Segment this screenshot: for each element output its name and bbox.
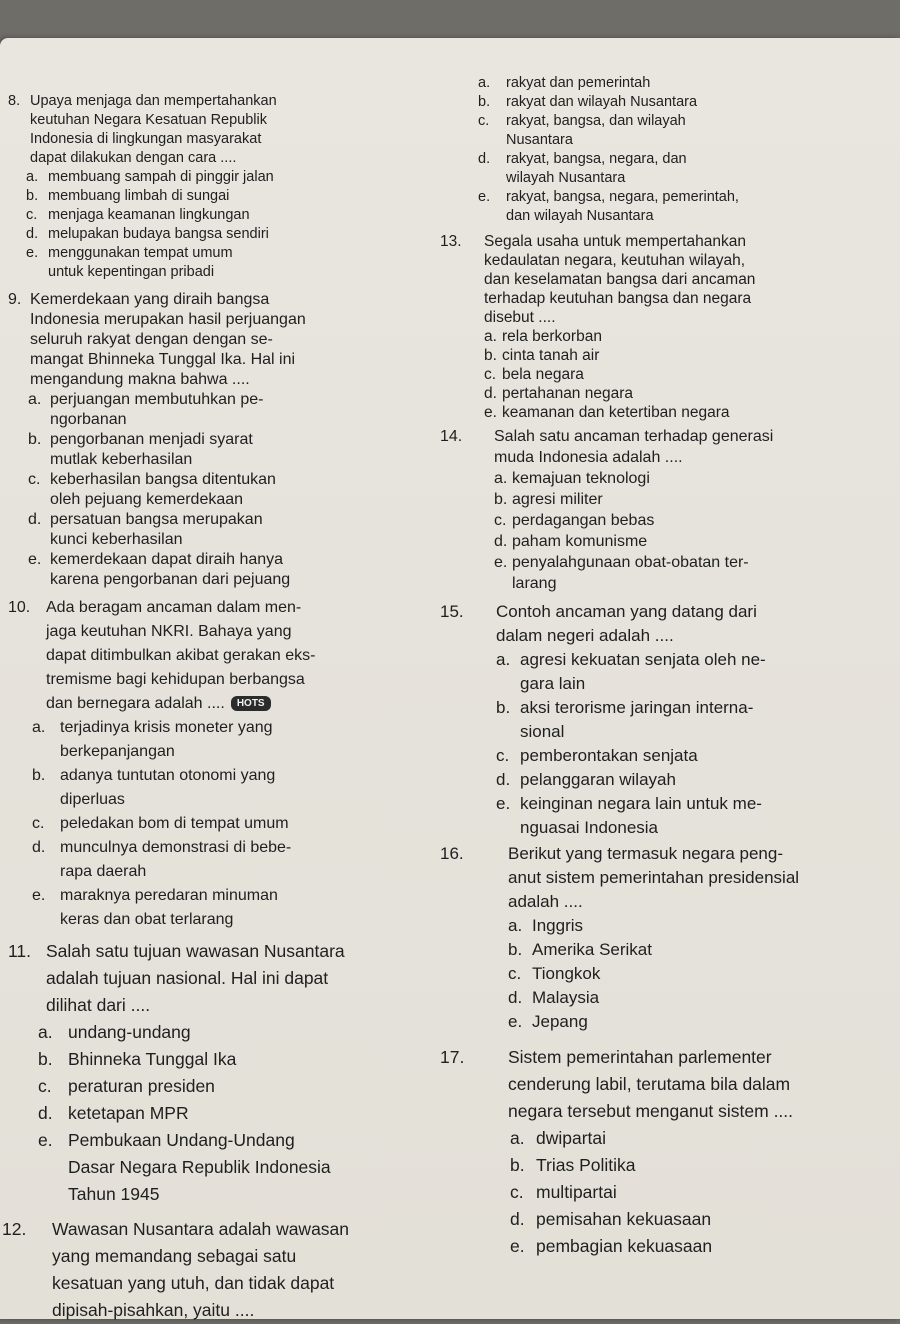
option-text-line: Tahun 1945 [68,1184,160,1204]
answer-option-c[interactable] [8,470,413,510]
answer-option-b[interactable] [478,93,900,112]
option-letter: e. [496,794,511,813]
option-text-line: menjaga keamanan lingkungan [48,207,250,223]
answer-option-d[interactable] [8,510,413,550]
option-text-line: karena pengorbanan dari pejuang [50,571,291,588]
question-text-line: disebut .... [484,309,556,326]
question-stem [8,290,413,390]
option-letter: d. [510,1209,525,1229]
question-number: 14. [440,428,463,445]
question-number: 16. [440,844,464,863]
answer-option-e[interactable] [440,792,880,840]
answer-option-e[interactable] [8,884,413,932]
option-text-line: peraturan presiden [68,1076,215,1096]
question-stem [440,426,880,468]
answer-option-c[interactable] [8,1073,413,1100]
option-letter: b. [26,188,39,204]
option-text-line: perjuangan membutuhkan pe- [50,391,264,408]
option-text-line: keberhasilan bangsa ditentukan [50,471,276,488]
question-text-line: jaga keutuhan NKRI. Bahaya yang [46,623,292,640]
option-text-line: gara lain [520,674,586,693]
answer-option-d[interactable] [440,531,880,552]
answer-option-e[interactable] [8,1127,413,1208]
option-letter: c. [32,815,45,832]
option-text-line: mutlak keberhasilan [50,451,193,468]
answer-option-a[interactable] [440,327,880,346]
question-12 [2,1216,407,1324]
answer-option-b[interactable] [440,346,880,365]
question-text-line: Indonesia di lingkungan masyarakat [30,131,262,147]
option-text-line: penyalahgunaan obat-obatan ter- [512,554,749,571]
option-letter: d. [28,511,42,528]
option-text-line: kemajuan teknologi [512,470,650,487]
question-text-line: Indonesia merupakan hasil perjuangan [30,311,306,328]
option-letter: a. [478,75,491,91]
answer-option-e[interactable] [440,403,880,422]
question-text-line: Wawasan Nusantara adalah wawasan [52,1219,350,1239]
option-text-line: bela negara [502,366,584,383]
right-column [440,74,880,1260]
option-letter: c. [510,1182,524,1202]
option-text-line: pemisahan kekuasaan [536,1209,712,1229]
option-text-line: perdagangan bebas [512,512,655,529]
answer-option-b[interactable] [8,187,413,206]
question-text-line: terhadap keutuhan bangsa dan negara [484,290,752,307]
answer-option-d[interactable] [440,986,880,1010]
option-text-line: maraknya peredaran minuman [60,887,278,904]
option-text-line: Trias Politika [536,1155,636,1175]
option-text-line: rakyat, bangsa, negara, pemerintah, [506,189,739,205]
option-letter: e. [26,245,39,261]
option-text-line: pembagian kekuasaan [536,1236,713,1256]
option-text-line: membuang sampah di pinggir jalan [48,169,274,185]
question-text-line-wrap [46,692,413,716]
question-text-line: kedaulatan negara, keutuhan wilayah, [484,252,746,269]
option-letter: b. [28,431,42,448]
option-text-line: nguasai Indonesia [520,818,659,837]
option-text-line: diperluas [60,791,125,808]
option-letter: e. [38,1130,53,1150]
question-text-line: Upaya menjaga dan mempertahankan [30,93,277,109]
question-number: 13. [440,233,462,250]
question-text-line: dipisah-pisahkan, yaitu .... [52,1300,255,1320]
option-text-line: Jepang [532,1012,588,1031]
option-letter: b. [494,491,508,508]
option-text-line: paham komunisme [512,533,648,550]
option-letter: d. [496,770,511,789]
option-letter: a. [508,916,523,935]
answer-option-a[interactable] [8,168,413,187]
option-text-line: keinginan negara lain untuk me- [520,794,762,813]
question-17 [440,1044,880,1260]
question-number: 17. [440,1047,465,1067]
answer-option-e[interactable] [440,1010,880,1034]
option-text-line: keamanan dan ketertiban negara [502,404,730,421]
answer-option-c[interactable] [478,112,900,150]
question-12-options [478,74,900,226]
option-letter: c. [28,471,41,488]
option-text-line: ketetapan MPR [68,1103,189,1123]
option-letter: b. [38,1049,53,1069]
left-column [2,92,413,1324]
option-letter: d. [38,1103,53,1123]
answer-option-c[interactable] [440,744,880,768]
option-letter: a. [510,1128,525,1148]
option-text-line: rela berkorban [502,328,602,345]
question-text-line: Salah satu tujuan wawasan Nusantara [46,941,345,961]
answer-option-c[interactable] [440,962,880,986]
answer-option-d[interactable] [440,384,880,403]
option-letter: c. [508,964,522,983]
question-number: 8. [8,93,21,109]
hots-badge: HOTS [231,696,271,711]
answer-option-d[interactable] [478,150,900,188]
option-text-line: membuang limbah di sungai [48,188,230,204]
question-text-line: Ada beragam ancaman dalam men- [46,599,302,616]
question-text-line: kesatuan yang utuh, dan tidak dapat [52,1273,335,1293]
question-stem [440,1044,880,1125]
option-letter: a. [28,391,42,408]
option-text-line: rakyat dan wilayah Nusantara [506,94,698,110]
option-text-line: Pembukaan Undang-Undang [68,1130,295,1150]
option-text-line: Nusantara [506,132,573,148]
option-text-line: munculnya demonstrasi di bebe- [60,839,292,856]
option-letter: b. [508,940,523,959]
answer-option-b[interactable] [8,764,413,812]
option-text-line: menggunakan tempat umum [48,245,233,261]
question-text-line: negara tersebut menganut sistem .... [508,1101,794,1121]
option-text-line: Bhinneka Tunggal Ika [68,1049,237,1069]
option-letter: d. [478,151,491,167]
answer-option-d[interactable] [440,768,880,792]
option-text-line: wilayah Nusantara [506,170,626,186]
question-text-line: dalam negeri adalah .... [496,626,674,645]
question-number: 9. [8,291,22,308]
option-text-line: pemberontakan senjata [520,746,698,765]
question-stem [2,1216,407,1324]
option-text-line: pelanggaran wilayah [520,770,676,789]
question-number: 11. [8,941,32,961]
option-text-line: aksi terorisme jaringan interna- [520,698,754,717]
option-text-line: cinta tanah air [502,347,600,364]
option-text-line: terjadinya krisis moneter yang [60,719,273,736]
answer-option-e[interactable] [440,552,880,594]
option-text-line: Amerika Serikat [532,940,652,959]
option-text-line: keras dan obat terlarang [60,911,234,928]
answer-option-e[interactable] [8,550,413,590]
option-letter: e. [508,1012,523,1031]
answer-option-a[interactable] [440,1125,880,1152]
question-number: 10. [8,599,31,616]
option-text-line: adanya tuntutan otonomi yang [60,767,276,784]
question-text-line: Berikut yang termasuk negara peng- [508,844,783,863]
question-stem [440,600,880,648]
answer-option-b[interactable] [440,1152,880,1179]
question-text-line: Kemerdekaan yang diraih bangsa [30,291,270,308]
question-text-line: Salah satu ancaman terhadap generasi [494,428,774,445]
answer-option-a[interactable] [8,390,413,430]
workbook-page [0,38,900,1319]
question-stem [440,842,880,914]
option-letter: a. [484,328,497,345]
option-letter: c. [494,512,507,529]
question-text-line: anut sistem pemerintahan presidensial [508,868,800,887]
answer-option-a[interactable] [440,648,880,696]
question-number: 15. [440,602,464,621]
option-text-line: undang-undang [68,1022,191,1042]
question-stem [8,938,413,1019]
option-letter: e. [484,404,497,421]
question-text-line: dapat ditimbulkan akibat gerakan eks- [46,647,316,664]
option-text-line: agresi militer [512,491,603,508]
option-letter: a. [494,470,508,487]
question-text-line: dilihat dari .... [46,995,151,1015]
option-text-line: peledakan bom di tempat umum [60,815,289,832]
question-11 [8,938,413,1208]
answer-option-b[interactable] [8,430,413,470]
answer-option-a[interactable] [440,914,880,938]
option-letter: e. [478,189,491,205]
option-text-line: agresi kekuatan senjata oleh ne- [520,650,766,669]
option-text-line: rakyat dan pemerintah [506,75,651,91]
option-letter: b. [496,698,511,717]
answer-option-c[interactable] [8,206,413,225]
answer-option-c[interactable] [8,812,413,836]
option-text-line: pertahanan negara [502,385,634,402]
question-14 [440,426,880,594]
answer-option-c[interactable] [440,365,880,384]
option-text-line: Dasar Negara Republik Indonesia [68,1157,331,1177]
answer-option-c[interactable] [440,1179,880,1206]
question-9 [8,290,413,590]
answer-option-b[interactable] [440,489,880,510]
answer-option-e[interactable] [478,188,900,226]
question-10 [8,596,413,932]
option-text-line: melupakan budaya bangsa sendiri [48,226,269,242]
option-text-line: Malaysia [532,988,600,1007]
option-letter: d. [494,533,508,550]
question-text-line: tremisme bagi kehidupan berbangsa [46,671,305,688]
answer-option-d[interactable] [8,225,413,244]
answer-option-a[interactable] [8,1019,413,1046]
question-text-line: keutuhan Negara Kesatuan Republik [30,112,267,128]
question-text-line: cenderung labil, terutama bila dalam [508,1074,791,1094]
option-text-line: persatuan bangsa merupakan [50,511,263,528]
question-stem [8,596,413,716]
option-text-line: kemerdekaan dapat diraih hanya [50,551,284,568]
question-8 [8,92,413,282]
option-letter: b. [484,347,497,364]
option-letter: b. [32,767,46,784]
answer-option-b[interactable] [440,938,880,962]
option-letter: a. [496,650,511,669]
question-text-line: Sistem pemerintahan parlementer [508,1047,772,1067]
answer-option-d[interactable] [8,836,413,884]
question-text-line: Segala usaha untuk mempertahankan [484,233,746,250]
question-text-line: seluruh rakyat dengan dengan se- [30,331,273,348]
option-text-line: larang [512,575,557,592]
option-letter: a. [38,1022,53,1042]
option-letter: e. [494,554,508,571]
answer-option-e[interactable] [440,1233,880,1260]
option-text-line: dwipartai [536,1128,607,1148]
option-text-line: berkepanjangan [60,743,175,760]
option-text-line: Inggris [532,916,584,935]
question-text-line: muda Indonesia adalah .... [494,449,683,466]
question-text-line: mangat Bhinneka Tunggal Ika. Hal ini [30,351,296,368]
answer-option-b[interactable] [440,696,880,744]
option-text-line: ngorbanan [50,411,127,428]
option-text-line: oleh pejuang kemerdekaan [50,491,244,508]
option-letter: b. [478,94,491,110]
question-text-line: dan keselamatan bangsa dari ancaman [484,271,756,288]
option-text-line: rakyat, bangsa, dan wilayah [506,113,686,129]
question-16 [440,842,880,1034]
option-text-line: dan wilayah Nusantara [506,208,654,224]
option-text-line: untuk kepentingan pribadi [48,264,215,280]
question-stem [440,232,880,327]
question-text-line: adalah .... [508,892,583,911]
option-letter: e. [510,1236,525,1256]
option-text-line: pengorbanan menjadi syarat [50,431,253,448]
option-letter: c. [478,113,490,129]
option-letter: c. [484,366,497,383]
option-letter: d. [32,839,46,856]
option-text-line: Tiongkok [532,964,601,983]
answer-option-e[interactable] [8,244,413,282]
option-letter: c. [26,207,38,223]
answer-option-c[interactable] [440,510,880,531]
answer-option-a[interactable] [8,716,413,764]
question-text-line: dan bernegara adalah .... [46,695,225,712]
option-text-line: sional [520,722,565,741]
option-letter: c. [496,746,510,765]
option-text-line: rakyat, bangsa, negara, dan [506,151,687,167]
question-text-line: Contoh ancaman yang datang dari [496,602,757,621]
option-letter: d. [508,988,523,1007]
option-letter: c. [38,1076,52,1096]
option-letter: d. [26,226,39,242]
option-letter: e. [28,551,42,568]
question-13 [440,232,880,422]
answer-option-a[interactable] [440,468,880,489]
answer-option-d[interactable] [440,1206,880,1233]
option-letter: b. [510,1155,525,1175]
option-letter: a. [26,169,39,185]
question-text-line: adalah tujuan nasional. Hal ini dapat [46,968,329,988]
option-text-line: rapa daerah [60,863,147,880]
option-letter: a. [32,719,46,736]
question-stem [8,92,413,168]
option-letter: e. [32,887,46,904]
question-number: 12. [2,1219,27,1239]
question-text-line: yang memandang sebagai satu [52,1246,297,1266]
answer-option-b[interactable] [8,1046,413,1073]
option-letter: d. [484,385,497,402]
question-text-line: mengandung makna bahwa .... [30,371,250,388]
question-text-line: dapat dilakukan dengan cara .... [30,150,237,166]
option-text-line: kunci keberhasilan [50,531,183,548]
question-15 [440,600,880,840]
answer-option-a[interactable] [478,74,900,93]
answer-option-d[interactable] [8,1100,413,1127]
option-text-line: multipartai [536,1182,617,1202]
